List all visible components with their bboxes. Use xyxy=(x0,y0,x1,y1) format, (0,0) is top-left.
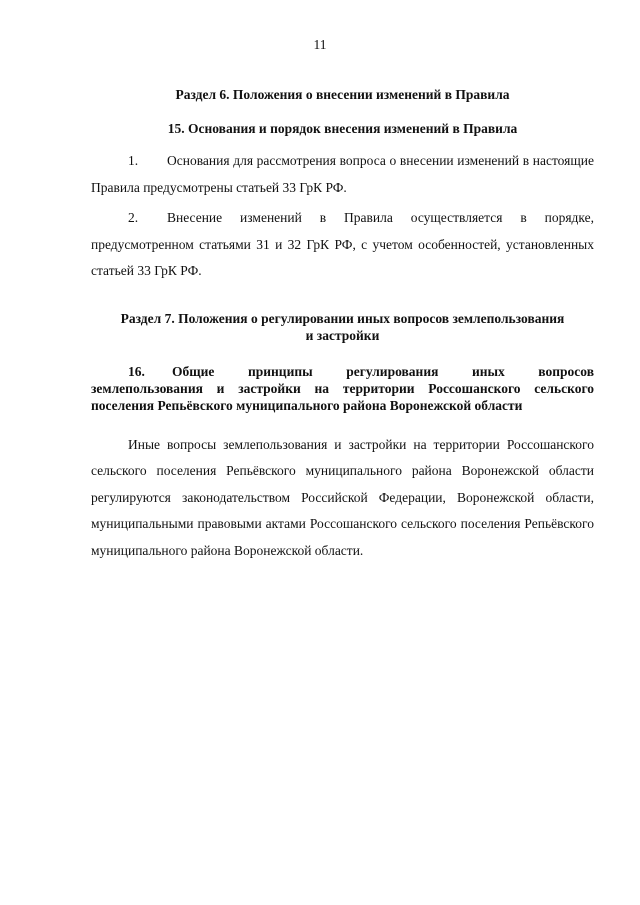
subsection-16-title xyxy=(91,363,594,414)
section-7-title xyxy=(91,310,594,344)
section-7 xyxy=(91,310,594,565)
section-7-paragraph: Иные вопросы землепользования и застройки на территории Россошанского сельского поселения Репьёвского муниципального района Воронежской области регулируются законодательством Российской Федерации, Воронежской области, муниципальными правовыми актами Россошанского сельского поселения Репьёвского муниципального района Воронежской области. xyxy=(91,436,594,558)
item-number: 2. xyxy=(128,210,139,225)
item-text: Внесение изменений в Правила осуществляется в порядке, предусмотренном статьями 31 и 32 ГрК РФ, с учетом особенностей, установленных статьей 33 ГрК РФ. xyxy=(91,210,594,278)
page-number: 11 xyxy=(313,37,327,52)
item-text: Основания для рассмотрения вопроса о внесении изменений в настоящие Правила предусмотрены статьей 33 ГрК РФ. xyxy=(91,153,594,195)
subsection-16-title-line1 xyxy=(91,363,594,380)
section-6-title: Раздел 6. Положения о внесении изменений в Правила xyxy=(175,87,510,102)
subsection-16-title-start: Общие принципы регулирования иных вопросов xyxy=(172,363,594,379)
subsection-16-number: 16. xyxy=(128,363,145,379)
subsection-15-items xyxy=(91,148,594,285)
section-7-title-line2: и застройки xyxy=(305,327,380,343)
item-number: 1. xyxy=(128,153,139,168)
subsection-16-title-rest: землепользования и застройки на территории Россошанского сельского поселения Репьёвского муниципального района Воронежской области xyxy=(91,380,594,413)
list-item xyxy=(91,148,594,201)
document-body xyxy=(91,86,594,564)
section-7-title-line1: Раздел 7. Положения о регулировании иных вопросов землепользования xyxy=(120,310,565,326)
subsection-15-title: 15. Основания и порядок внесения изменений в Правила xyxy=(167,121,518,136)
list-item xyxy=(91,205,594,285)
